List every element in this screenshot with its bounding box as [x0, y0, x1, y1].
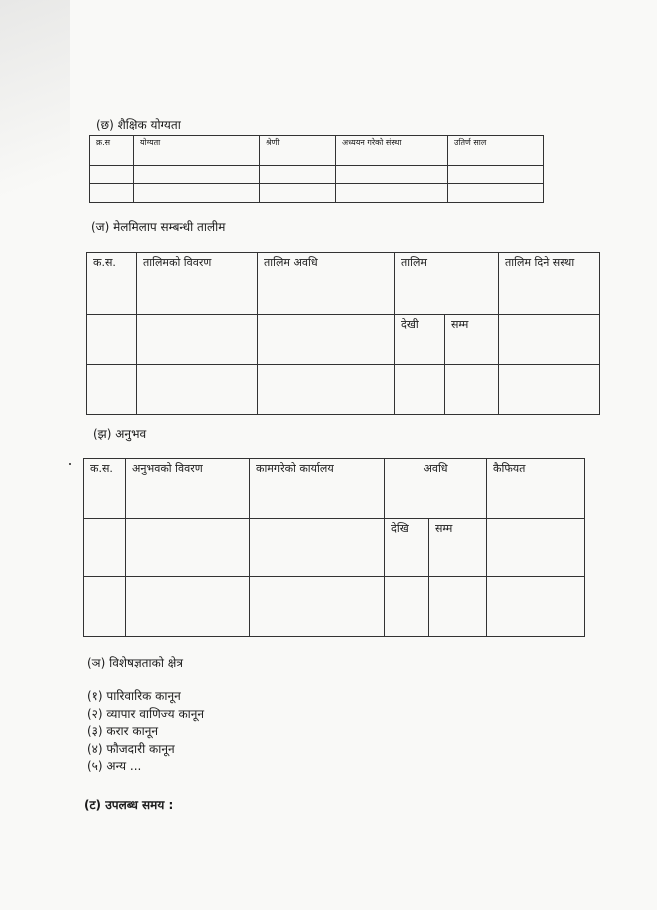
training-header-provider: तालिम दिने सस्था: [499, 253, 600, 315]
table-cell[interactable]: [258, 315, 395, 365]
table-cell[interactable]: [87, 315, 137, 365]
table-row: [87, 315, 600, 365]
experience-sub-to: सम्म: [429, 519, 487, 577]
table-cell[interactable]: [258, 365, 395, 415]
experience-header-description: अनुभवको विवरण: [126, 459, 250, 519]
table-cell[interactable]: [87, 365, 137, 415]
table-cell[interactable]: [487, 577, 585, 637]
expertise-list: [87, 688, 204, 776]
list-item: (५) अन्य ...: [87, 759, 142, 773]
education-header-year: उतिर्ण साल: [448, 136, 544, 166]
speck: [69, 463, 71, 465]
table-row: [90, 166, 544, 184]
training-header-description: तालिमको विवरण: [137, 253, 258, 315]
training-heading: (ज) मेलमिलाप सम्बन्धी तालीम: [91, 220, 226, 234]
table-cell[interactable]: [134, 166, 260, 184]
table-cell[interactable]: [90, 184, 134, 203]
table-cell[interactable]: [84, 577, 126, 637]
table-cell[interactable]: [90, 166, 134, 184]
training-sub-to: सम्म: [445, 315, 499, 365]
training-header-period: तालिम: [395, 253, 499, 315]
experience-sub-from: देखि: [385, 519, 429, 577]
table-cell[interactable]: [84, 519, 126, 577]
list-item: (२) व्यापार वाणिज्य कानून: [87, 706, 205, 721]
table-cell[interactable]: [385, 577, 429, 637]
education-header-grade: श्रेणी: [260, 136, 336, 166]
experience-table: [83, 458, 585, 637]
experience-heading: (झ) अनुभव: [93, 427, 147, 441]
list-item: (४) फौजदारी कानून: [87, 741, 175, 756]
table-cell[interactable]: [448, 166, 544, 184]
training-table: [86, 252, 600, 415]
table-cell[interactable]: [260, 166, 336, 184]
education-heading: (छ) शैक्षिक योग्यता: [96, 118, 181, 132]
training-header-sn: क.स.: [87, 253, 137, 315]
training-sub-from: देखी: [395, 315, 445, 365]
table-cell[interactable]: [499, 365, 600, 415]
education-header-sn: क्र.स: [90, 136, 134, 166]
list-item: (३) करार कानून: [87, 724, 159, 738]
table-cell[interactable]: [445, 365, 499, 415]
expertise-heading: (ञ) विशेषज्ञताको क्षेत्र: [87, 656, 183, 670]
list-item: (१) पारिवारिक कानून: [87, 689, 181, 703]
scan-shadow: [0, 0, 70, 260]
table-cell[interactable]: [429, 577, 487, 637]
table-cell[interactable]: [134, 184, 260, 203]
availability-heading: (ट) उपलब्ध समय :: [84, 798, 174, 812]
table-cell[interactable]: [126, 519, 250, 577]
education-header-qualification: योग्यता: [134, 136, 260, 166]
experience-header-sn: क.स.: [84, 459, 126, 519]
experience-header-period: अवधि: [385, 459, 487, 519]
table-cell[interactable]: [336, 184, 448, 203]
table-cell[interactable]: [395, 365, 445, 415]
table-row: [84, 519, 585, 577]
table-row: [84, 577, 585, 637]
experience-header-remarks: कैफियत: [487, 459, 585, 519]
table-cell[interactable]: [137, 365, 258, 415]
education-header-institution: अध्ययन गरेको संस्था: [336, 136, 448, 166]
education-table: [89, 135, 544, 203]
table-cell[interactable]: [448, 184, 544, 203]
experience-header-office: कामगरेको कार्यालय: [250, 459, 385, 519]
table-row: [87, 365, 600, 415]
table-cell[interactable]: [336, 166, 448, 184]
table-row: [90, 184, 544, 203]
table-cell[interactable]: [499, 315, 600, 365]
table-cell[interactable]: [126, 577, 250, 637]
table-cell[interactable]: [487, 519, 585, 577]
table-cell[interactable]: [137, 315, 258, 365]
training-header-duration: तालिम अवधि: [258, 253, 395, 315]
table-cell[interactable]: [250, 577, 385, 637]
table-cell[interactable]: [260, 184, 336, 203]
table-cell[interactable]: [250, 519, 385, 577]
